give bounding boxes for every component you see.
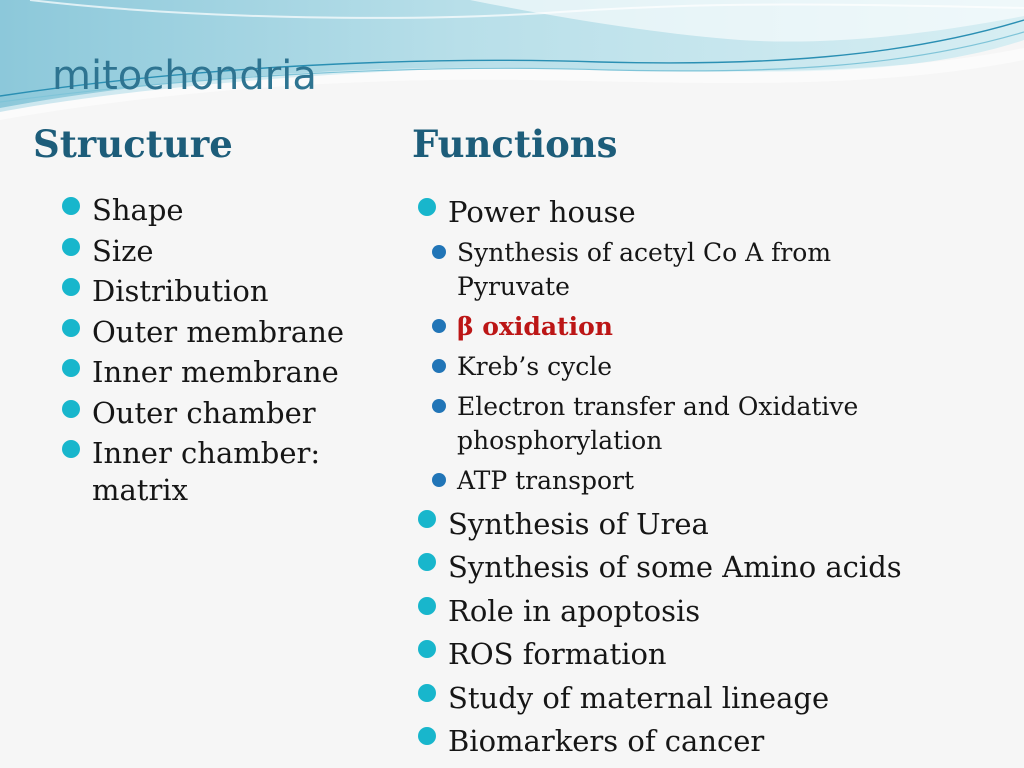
bullet-icon [62,400,80,418]
sub-bullet-icon [432,319,446,333]
bullet-icon [62,238,80,256]
list-item: Distribution [60,273,390,310]
list-item: Outer chamber [60,395,390,432]
sub-bullet-icon [432,359,446,373]
power-house-sub-list [416,236,1016,498]
sub-list-container [416,236,1016,498]
sub-bullet-icon [432,399,446,413]
bullet-icon [418,640,436,658]
structure-heading: Structure [33,122,233,166]
sub-list-item: Synthesis of acetyl Co A from Pyruvate [416,236,857,304]
list-item: Inner chamber: matrix [60,435,352,509]
bullet-icon [418,597,436,615]
bullet-icon [62,359,80,377]
sub-list-item: ATP transport [416,464,1016,498]
slide-title: mitochondria [52,53,317,99]
list-item: Shape [60,192,390,229]
list-item: Synthesis of some Amino acids [416,547,1016,587]
list-item: Study of maternal lineage [416,678,1016,718]
functions-heading: Functions [412,122,618,166]
list-item: ROS formation [416,634,1016,674]
sub-list-item-highlighted: β oxidation [416,310,1016,344]
sub-bullet-icon [432,245,446,259]
sub-list-item: Kreb’s cycle [416,350,1016,384]
list-item-power-house: Power house [416,192,1016,232]
bullet-icon [418,198,436,216]
list-item: Biomarkers of cancer [416,721,1016,761]
bullet-icon [418,684,436,702]
list-item: Outer membrane [60,314,390,351]
bullet-icon [418,727,436,745]
list-item: Synthesis of Urea [416,504,1016,544]
bullet-icon [62,197,80,215]
bullet-icon [62,440,80,458]
list-item: Role in apoptosis [416,591,1016,631]
bullet-icon [418,553,436,571]
bullet-icon [62,319,80,337]
bullet-icon [62,278,80,296]
sub-list-item: Electron transfer and Oxidative phosphorylation [416,390,877,458]
sub-bullet-icon [432,473,446,487]
structure-list [60,192,390,513]
bullet-icon [418,510,436,528]
list-item: Inner membrane [60,354,390,391]
functions-list [416,192,1016,765]
list-item: Size [60,233,390,270]
